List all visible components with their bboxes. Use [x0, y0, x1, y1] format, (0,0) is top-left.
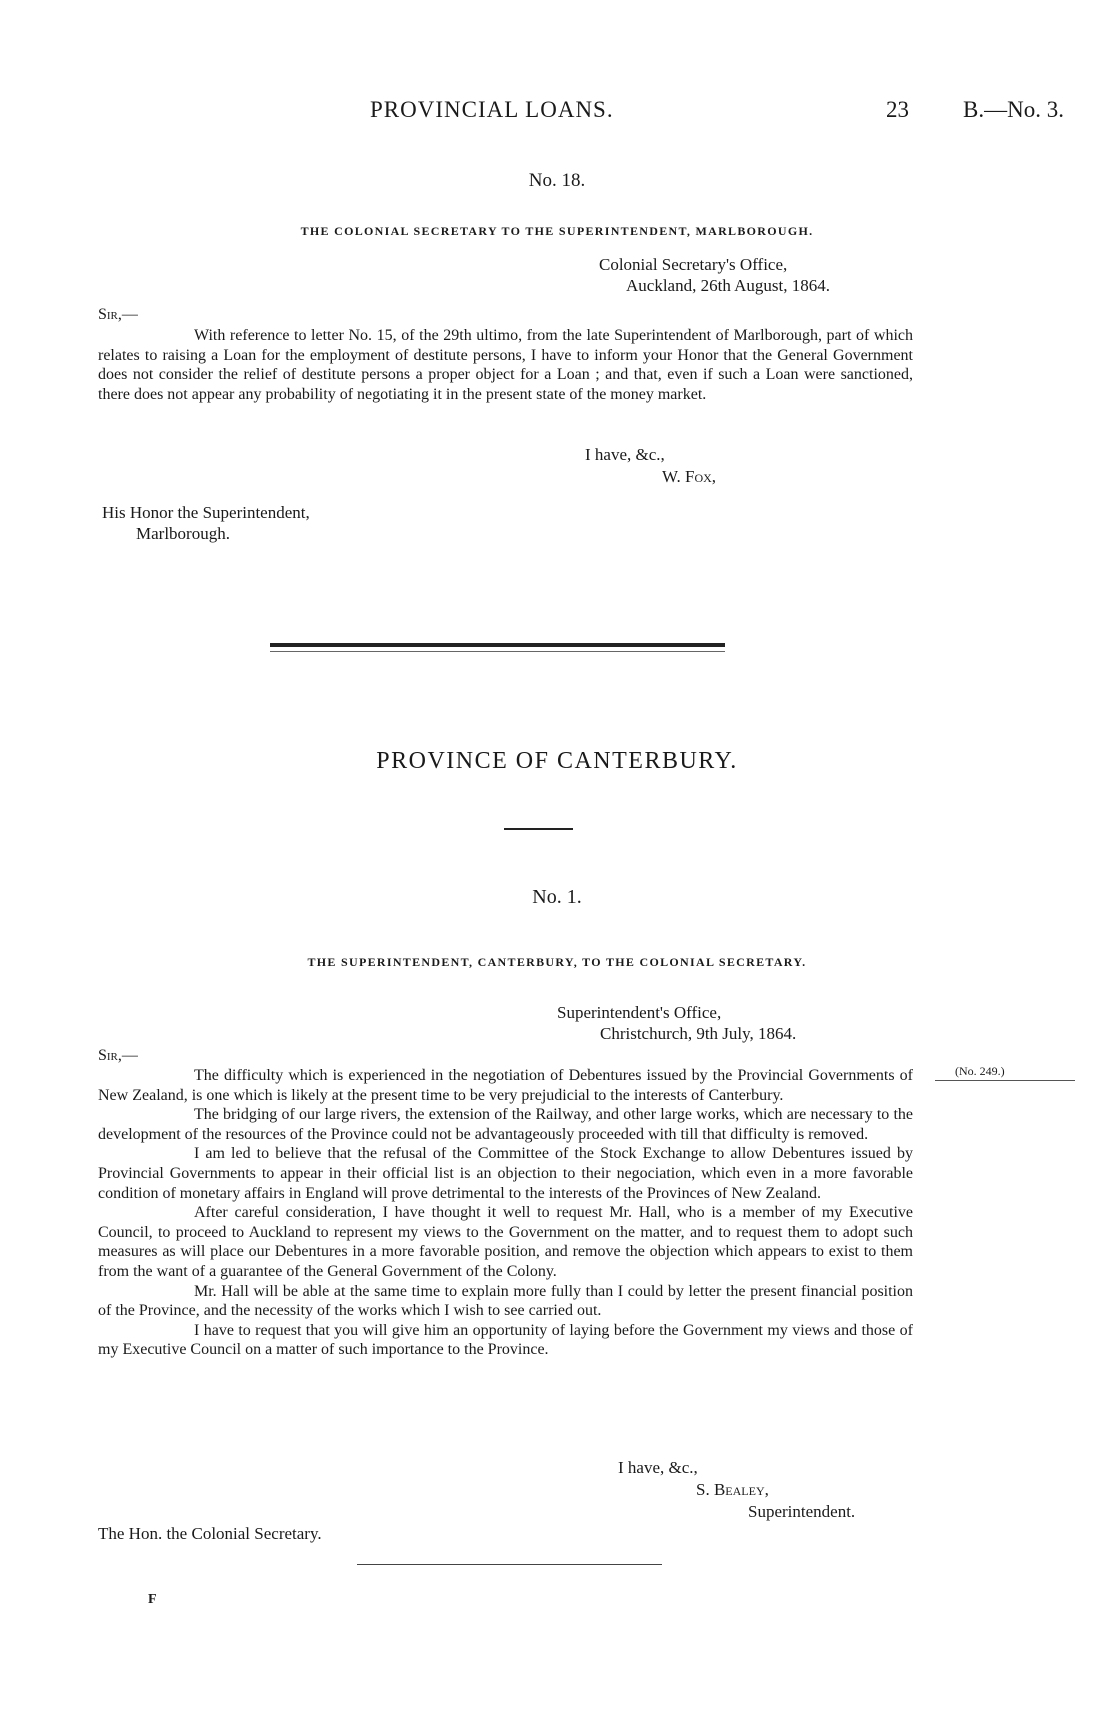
page-title: PROVINCIAL LOANS. [370, 97, 614, 122]
page-number: 23 [886, 97, 909, 122]
section-divider-thick [270, 643, 725, 647]
section-short-rule [504, 828, 573, 830]
section-divider-thin [270, 651, 725, 652]
series-number: B.—No. 3. [963, 97, 1064, 122]
letter2-body [98, 1066, 913, 1360]
letter1-signature: W. Fox, [662, 467, 717, 486]
letter2-paragraph: The difficulty which is experienced in the negotiation of Debentures issued by the Provincial Governments of New Zealand, is one which is likely at the present time to be very prejudicial to the interests of Canterbury. [98, 1067, 913, 1104]
letter1-heading: THE COLONIAL SECRETARY TO THE SUPERINTENDENT, MARLBOROUGH. [300, 224, 814, 238]
signature-mark: F [148, 1592, 157, 1607]
letter2-signature-title: Superintendent. [748, 1502, 856, 1521]
letter2-signature: S. Bealey, [696, 1480, 769, 1499]
letter2-paragraph: I have to request that you will give him an opportunity of laying before the Government my views and those of my Executive Council on a matter of such importance to the Province. [98, 1321, 913, 1359]
letter1-addressee-line1: His Honor the Superintendent, [102, 503, 310, 522]
letter1-place-date: Auckland, 26th August, 1864. [626, 276, 830, 295]
letter1-salutation: Sir,— [98, 306, 138, 323]
letter2-heading: THE SUPERINTENDENT, CANTERBURY, TO THE COLONIAL SECRETARY. [307, 955, 807, 969]
letter2-place-date: Christchurch, 9th July, 1864. [600, 1024, 797, 1043]
margin-note-rule [935, 1080, 1075, 1081]
letter1-addressee-line2: Marlborough. [136, 524, 230, 543]
letter1-office: Colonial Secretary's Office, [599, 255, 788, 274]
section-title: PROVINCE OF CANTERBURY. [376, 748, 738, 774]
closing-rule [357, 1564, 662, 1565]
letter2-paragraph: The bridging of our large rivers, the extension of the Railway, and other large works, which are necessary to the development of the resources of the Province could not be advantageously proceeded with till that difficulty is removed. [98, 1106, 913, 1143]
letter2-addressee: The Hon. the Colonial Secretary. [98, 1524, 322, 1543]
letter2-number: No. 1. [532, 886, 582, 908]
letter2-paragraph: Mr. Hall will be able at the same time to explain more fully than I could by letter the present financial position of the Province, and the necessity of the works which I wish to see carried out. [98, 1282, 913, 1320]
letter2-closing: I have, &c., [618, 1458, 698, 1477]
margin-note: (No. 249.) [955, 1064, 1005, 1078]
letter1-closing: I have, &c., [585, 445, 665, 464]
letter1-body: With reference to letter No. 15, of the 29th ultimo, from the late Superintendent of Marlborough, part of which relates to raising a Loan for the employment of destitute persons, I have to inform your Honor that the General Government does not consider the relief of destitute persons a proper object for a Loan ; and that, even if such a Loan were sanctioned, there does not appear any probability of negotiating it in the present state of the money market. [98, 327, 913, 403]
letter2-office: Superintendent's Office, [557, 1003, 722, 1022]
letter2-paragraph: After careful consideration, I have thought it well to request Mr. Hall, who is a member of my Executive Council, to proceed to Auckland to represent my views to the Government on the matter, and to request them to adopt such measures as will place our Debentures in a more favorable position, and remove the objection which appears to exist to them from the want of a guarantee of the General Government of the Colony. [98, 1204, 913, 1280]
letter2-salutation: Sir,— [98, 1047, 138, 1064]
letter2-paragraph: I am led to believe that the refusal of the Committee of the Stock Exchange to allow Debentures issued by Provincial Governments to appear in their official list is an objection to their negociation, which even in a more favorable condition of monetary affairs in England will prove detrimental to the interests of the Provinces of New Zealand. [98, 1145, 913, 1202]
letter1-number: No. 18. [528, 170, 586, 191]
